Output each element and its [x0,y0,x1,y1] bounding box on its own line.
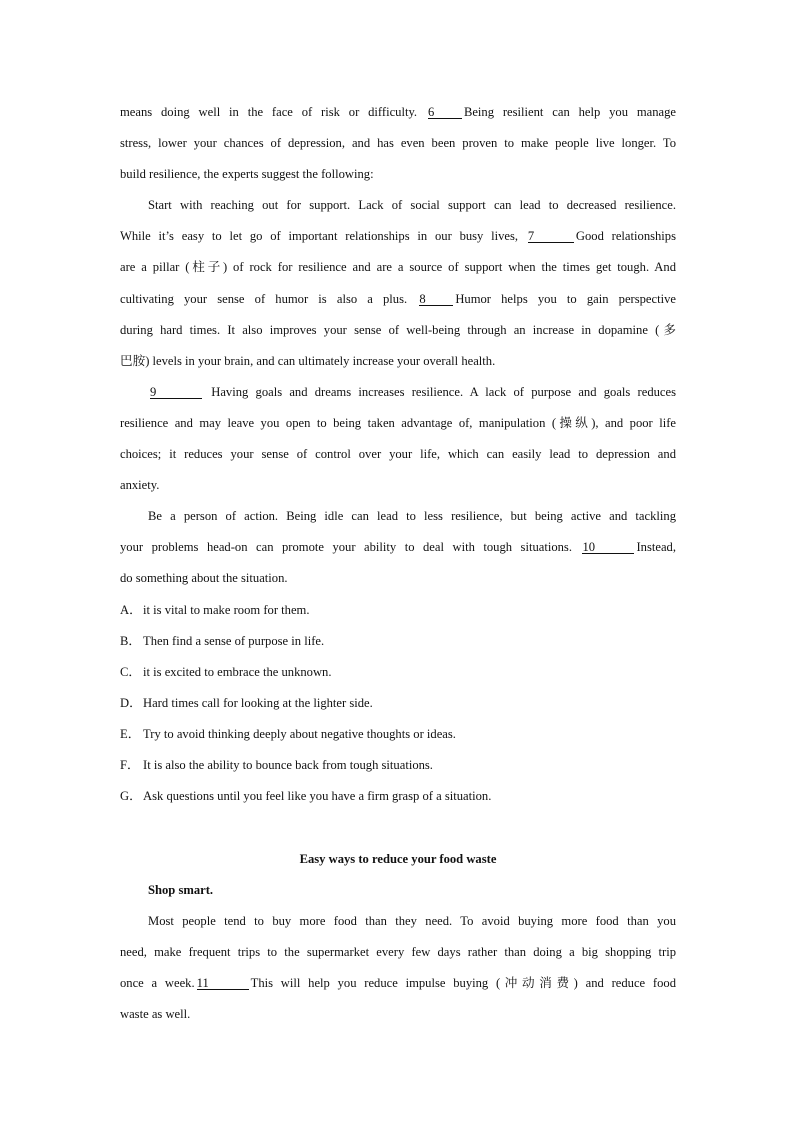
paragraph-line: are a pillar (柱子) of rock for resilience and are a source of support when the times get tough. And [120,260,676,275]
paragraph-line: anxiety. [120,478,160,493]
blank-11[interactable]: 11 [197,977,249,990]
option-e[interactable]: E． Try to avoid thinking deeply about negative thoughts or ideas. [120,726,456,741]
option-c[interactable]: C． it is excited to embrace the unknown. [120,664,332,679]
passage-title: Easy ways to reduce your food waste [299,852,497,866]
paragraph-line: once a week. 11 This will help you reduce impulse buying (冲动消费) and reduce food [120,976,676,991]
blank-7[interactable]: 7 [528,230,574,243]
blank-6[interactable]: 6 [428,106,462,119]
paragraph-line: means doing well in the face of risk or difficulty. 6 Being resilient can help you manage [120,105,676,119]
blank-8[interactable]: 8 [419,293,453,306]
paragraph-line: cultivating your sense of humor is also a plus. 8 Humor helps you to gain perspective [120,291,676,306]
paragraph-line: your problems head-on can promote your ability to deal with tough situations. 10 Instead, [120,540,676,555]
passage-one [120,97,676,812]
paragraph-line: 巴胺) levels in your brain, and can ultimately increase your overall health. [120,353,496,368]
blank-10[interactable]: 10 [582,541,634,554]
paragraph-line: build resilience, the experts suggest the following: [120,167,374,182]
option-d[interactable]: D．Hard times call for looking at the lighter side. [120,695,373,710]
paragraph-line: waste as well. [120,1007,191,1022]
paragraph-line: do something about the situation. [120,571,288,586]
section-heading: Shop smart. [148,883,214,898]
option-b[interactable]: B． Then find a sense of purpose in life. [120,633,325,648]
paragraph-line: choices; it reduces your sense of control over your life, which can easily lead to depression and [120,447,676,462]
option-a[interactable]: A．it is vital to make room for them. [120,602,310,617]
paragraph-line: Most people tend to buy more food than they need. To avoid buying more food than you [148,914,676,929]
paragraph-line: need, make frequent trips to the supermarket every few days rather than doing a big shopping trip [120,945,676,960]
paragraph-line: stress, lower your chances of depression, and has even been proven to make people live longer. To [120,136,676,151]
option-g[interactable]: G．Ask questions until you feel like you have a firm grasp of a situation. [120,789,492,804]
paragraph-line: Be a person of action. Being idle can lead to less resilience, but being active and tackling [148,509,676,524]
paragraph-line: Start with reaching out for support. Lack of social support can lead to decreased resilience. [148,198,676,213]
option-f[interactable]: F． It is also the ability to bounce back from tough situations. [120,757,433,772]
paragraph-line: 9 Having goals and dreams increases resilience. A lack of purpose and goals reduces [150,384,676,399]
paragraph-line: While it’s easy to let go of important relationships in our busy lives, 7 Good relationships [120,229,677,244]
passage-two [120,844,676,1031]
paragraph-line: resilience and may leave you open to being taken advantage of, manipulation (操纵), and poor life [120,415,676,430]
blank-9[interactable]: 9 [150,386,202,399]
paragraph-line: during hard times. It also improves your sense of well-being through an increase in dopamine (多 [120,322,676,337]
